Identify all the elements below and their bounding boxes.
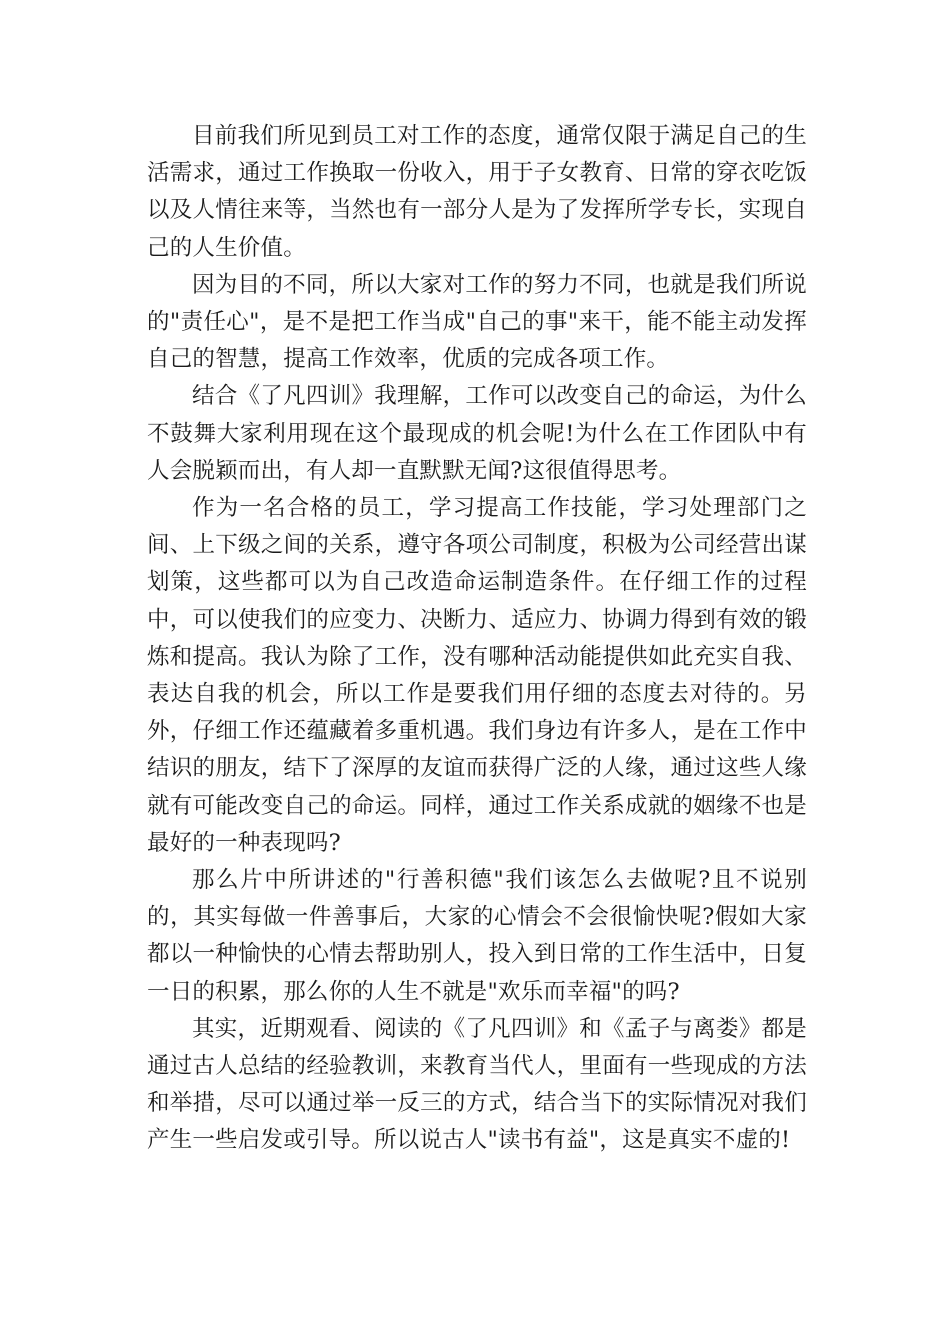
paragraph-4: 作为一名合格的员工，学习提高工作技能，学习处理部门之间、上下级之间的关系，遵守各项公司制度，积极为公司经营出谋划策，这些都可以为自己改造命运制造条件。在仔细工作的过程中，可以使我们的应变力、决断力、适应力、协调力得到有效的锻炼和提高。我认为除了工作，没有哪种活动能提供如此充实自我、表达自我的机会，所以工作是要我们用仔细的态度去对待的。另外，仔细工作还蕴藏着多重机遇。我们身边有许多人，是在工作中结识的朋友，结下了深厚的友谊而获得广泛的人缘，通过这些人缘就有可能改变自己的命运。同样，通过工作关系成就的姻缘不也是最好的一种表现吗?: [147, 495, 807, 856]
paragraph-1: 目前我们所见到员工对工作的态度，通常仅限于满足自己的生活需求，通过工作换取一份收入，用于子女教育、日常的穿衣吃饭以及人情往来等，当然也有一部分人是为了发挥所学专长，实现自己的人生价值。: [147, 123, 807, 261]
paragraph-6: 其实，近期观看、阅读的《了凡四训》和《孟子与离娄》都是通过古人总结的经验教训，来教育当代人，里面有一些现成的方法和举措，尽可以通过举一反三的方式，结合当下的实际情况对我们产生一些启发或引导。所以说古人"读书有益"，这是真实不虚的!: [147, 1015, 807, 1154]
paragraph-2: 因为目的不同，所以大家对工作的努力不同，也就是我们所说的"责任心"，是不是把工作当成"自己的事"来干，能不能主动发挥自己的智慧，提高工作效率，优质的完成各项工作。: [147, 271, 807, 373]
paragraph-5: 那么片中所讲述的"行善积德"我们该怎么去做呢?且不说别的，其实每做一件善事后，大家的心情会不会很愉快呢?假如大家都以一种愉快的心情去帮助别人，投入到日常的工作生活中，日复一日的积累，那么你的人生不就是"欢乐而幸福"的吗?: [147, 867, 807, 1005]
document-body: [147, 118, 807, 1160]
paragraph-3: 结合《了凡四训》我理解，工作可以改变自己的命运，为什么不鼓舞大家利用现在这个最现成的机会呢!为什么在工作团队中有人会脱颖而出，有人却一直默默无闻?这很值得思考。: [147, 383, 807, 484]
